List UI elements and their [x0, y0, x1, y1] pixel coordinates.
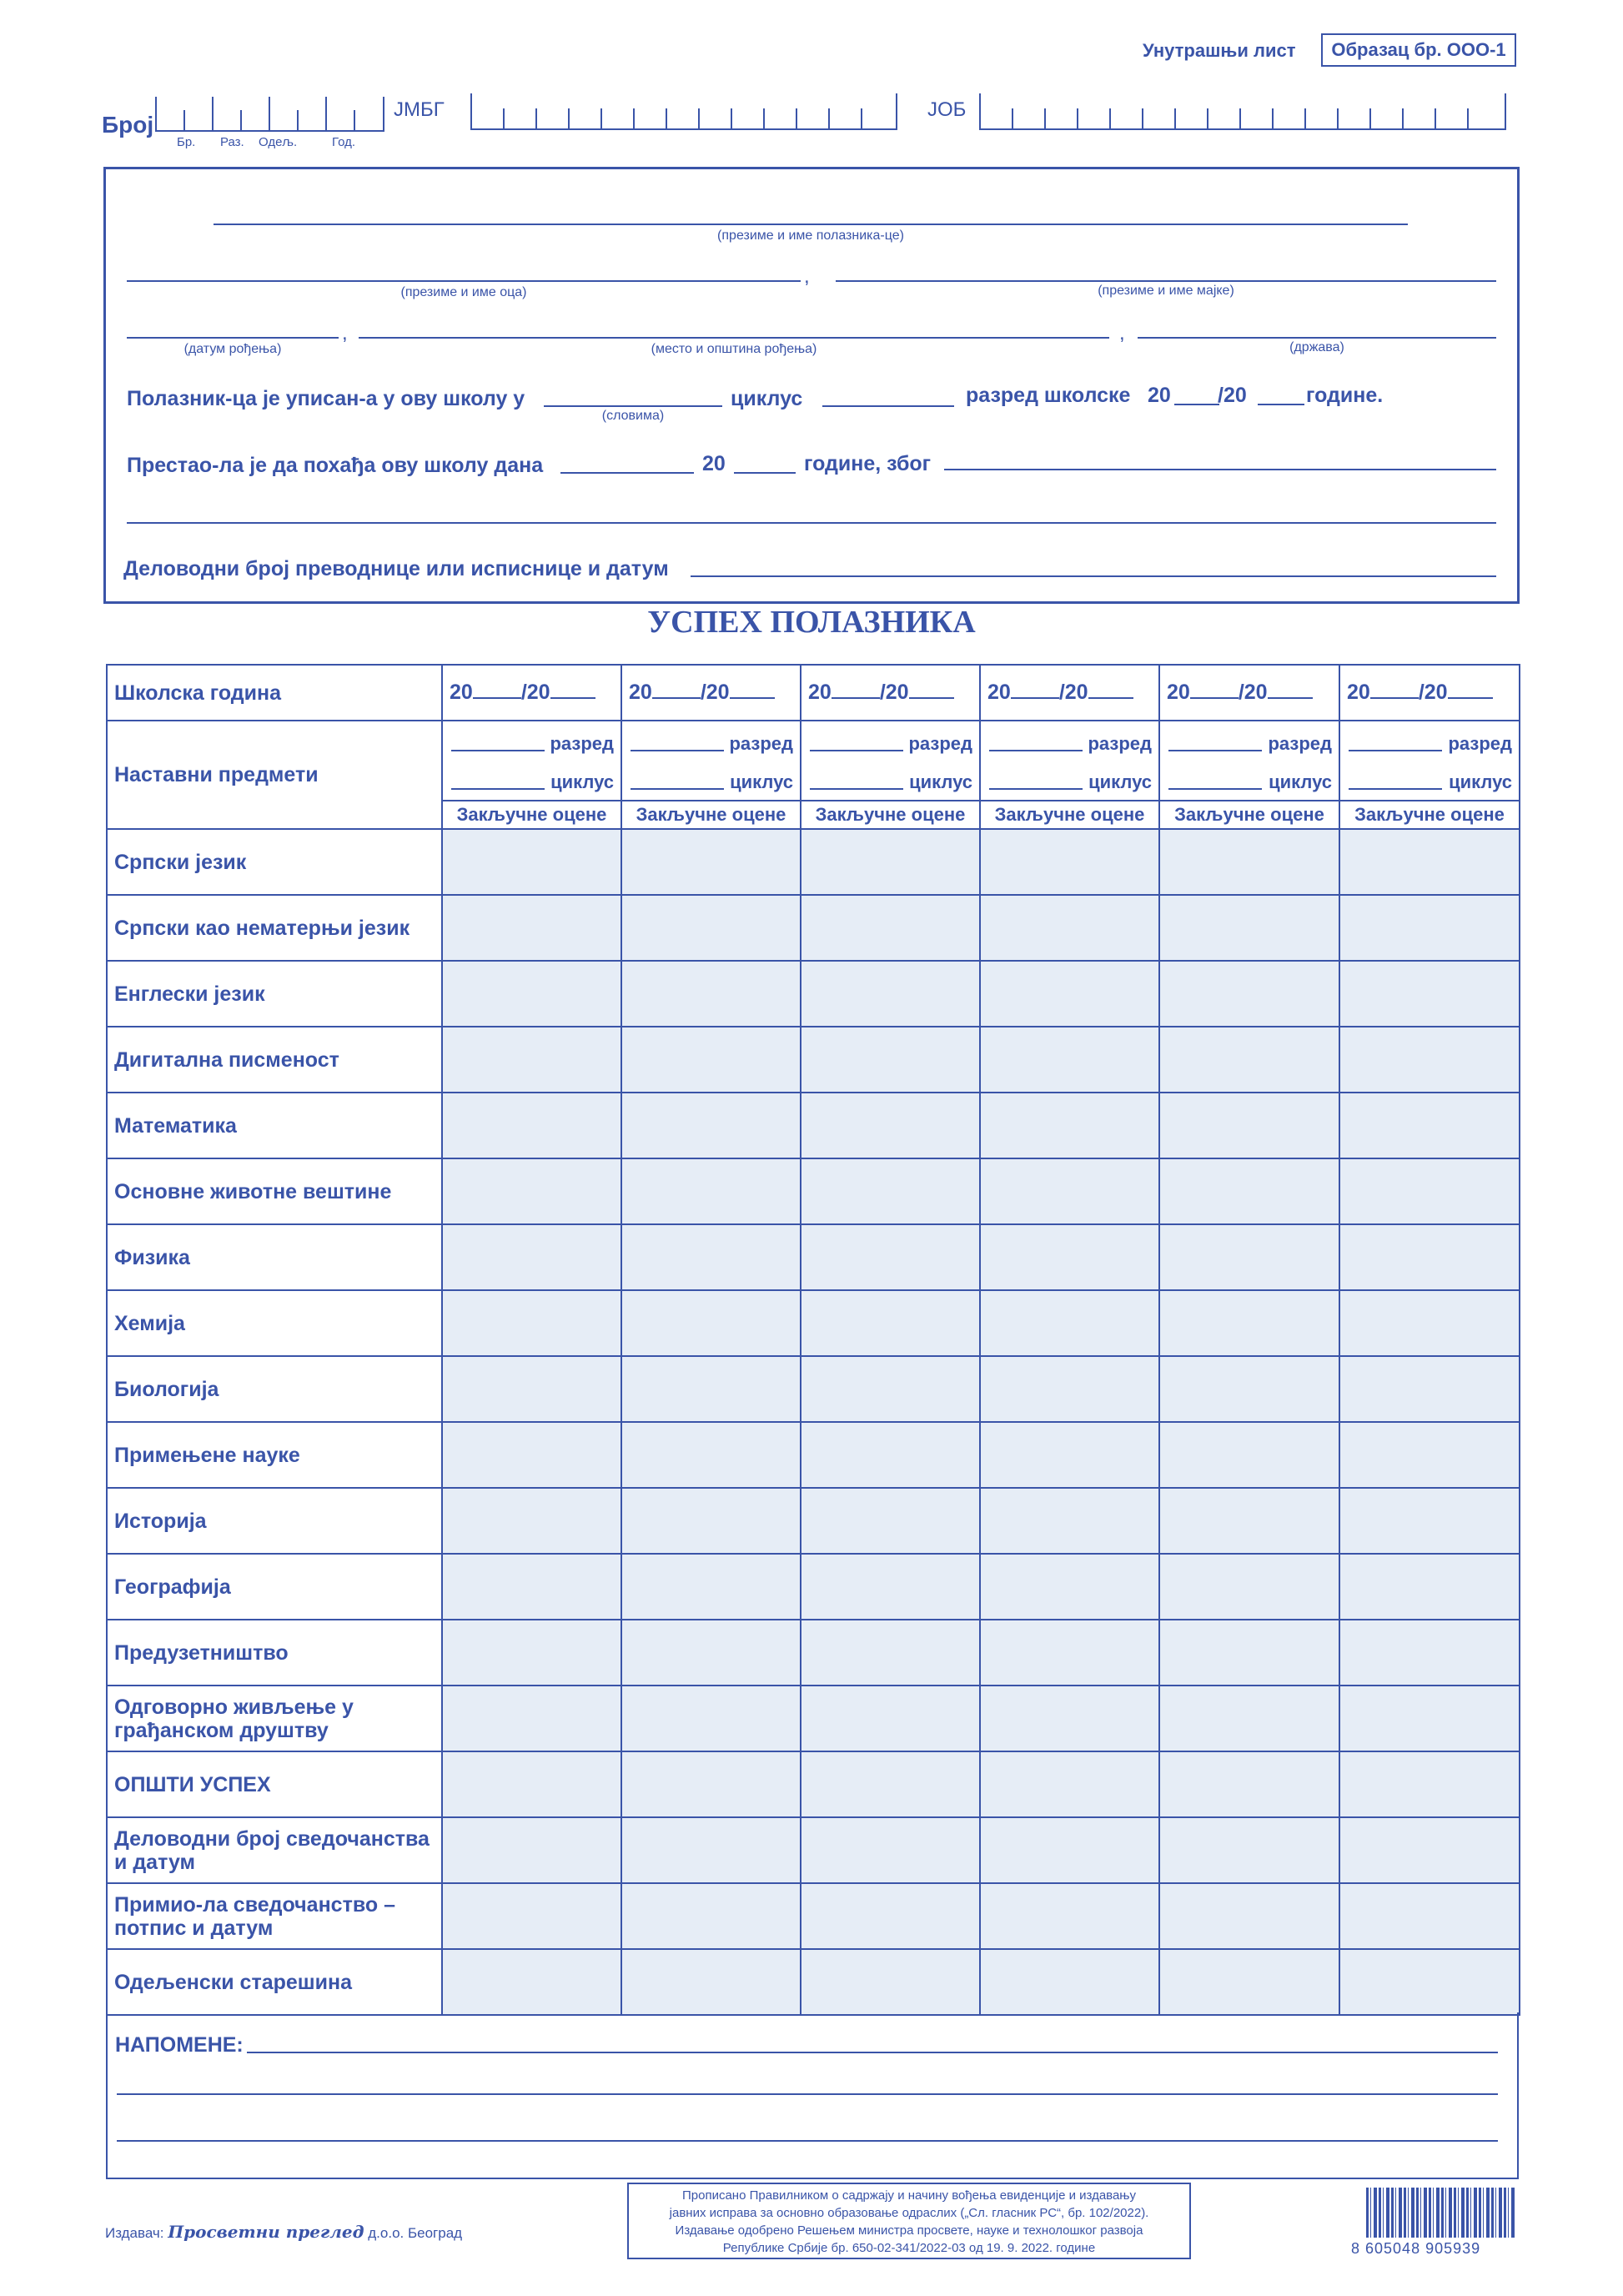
stopped-year-line[interactable]: [734, 472, 796, 474]
birthplace-caption: (место и општина рођења): [651, 342, 817, 356]
subject-label: Енглески језик: [107, 961, 442, 1027]
year-cell[interactable]: [980, 665, 1159, 721]
grade-word: разред: [550, 733, 614, 754]
grade-cell[interactable]: [1159, 1027, 1339, 1093]
grade-cell[interactable]: [980, 1554, 1159, 1620]
grade-cell[interactable]: [442, 1290, 621, 1356]
grade-cell[interactable]: [980, 1883, 1159, 1949]
grade-cell[interactable]: [1339, 1751, 1520, 1817]
grade-cell[interactable]: [1159, 1883, 1339, 1949]
grade-cell[interactable]: [1339, 1488, 1520, 1554]
grade-cell[interactable]: [621, 1027, 801, 1093]
grade-cell[interactable]: [621, 1686, 801, 1751]
grade-cycle-cell[interactable]: [1339, 721, 1520, 829]
year-cell[interactable]: [1159, 665, 1339, 721]
stopped-reason-line-2[interactable]: [127, 522, 1496, 524]
cycle-word: циклус: [1269, 771, 1332, 792]
grade-word: разред: [1448, 733, 1512, 754]
grade-cell[interactable]: [621, 895, 801, 961]
grade-cell[interactable]: [1159, 961, 1339, 1027]
broj-sub-br: Бр.: [177, 135, 196, 149]
mother-name-line[interactable]: [836, 280, 1496, 282]
subject-label: Математика: [107, 1093, 442, 1158]
subject-label: Одељенски старешина: [107, 1949, 442, 2015]
grade-cell[interactable]: [1159, 1949, 1339, 2015]
country-caption: (држава): [1289, 340, 1344, 354]
grade-cell[interactable]: [442, 1224, 621, 1290]
cycle-word: циклус: [550, 771, 614, 792]
grade-cell[interactable]: [980, 1093, 1159, 1158]
grade-cell[interactable]: [621, 1883, 801, 1949]
grade-cell[interactable]: [442, 1488, 621, 1554]
grade-cell[interactable]: [980, 1290, 1159, 1356]
mother-name-caption: (презиме и име мајке): [1098, 284, 1234, 298]
grade-label: разред школске: [966, 384, 1131, 407]
grade-cell[interactable]: [980, 1949, 1159, 2015]
grade-cell[interactable]: [621, 1224, 801, 1290]
grade-cell[interactable]: [621, 1093, 801, 1158]
grade-cell[interactable]: [980, 895, 1159, 961]
grade-cycle-cell[interactable]: [621, 721, 801, 829]
sheet-label: Унутрашњи лист: [1143, 40, 1296, 61]
year-mid: /20: [520, 681, 550, 704]
school-year-row: [107, 665, 1520, 721]
final-grades-label: Закључне оцене: [981, 800, 1158, 828]
grade-cell[interactable]: [1339, 1554, 1520, 1620]
notes-line-2[interactable]: [117, 2093, 1498, 2095]
father-name-caption: (презиме и име оца): [400, 285, 527, 299]
year-mid: /20: [879, 681, 909, 704]
subject-label: Примењене науке: [107, 1422, 442, 1488]
grade-cell[interactable]: [980, 1422, 1159, 1488]
grade-cell[interactable]: [442, 1093, 621, 1158]
publisher-suffix: д.о.о. Београд: [368, 2225, 463, 2241]
grade-cell[interactable]: [442, 1158, 621, 1224]
grade-cell[interactable]: [621, 1158, 801, 1224]
stopped-20: 20: [702, 452, 726, 475]
grade-cell[interactable]: [1159, 1620, 1339, 1686]
broj-label: Број: [102, 112, 154, 138]
grade-cell[interactable]: [980, 1817, 1159, 1883]
grade-cell[interactable]: [1339, 961, 1520, 1027]
grade-cell[interactable]: [801, 1620, 980, 1686]
grade-cell[interactable]: [1159, 1554, 1339, 1620]
enrolled-year-line-2[interactable]: [1258, 404, 1304, 405]
publisher-prefix: Издавач:: [105, 2225, 164, 2241]
dob-caption: (датум рођења): [183, 342, 282, 356]
final-grades-label: Закључне оцене: [443, 800, 621, 828]
grade-cell[interactable]: [1339, 1883, 1520, 1949]
notes-line-3[interactable]: [117, 2140, 1498, 2142]
grade-cell[interactable]: [1339, 1093, 1520, 1158]
grade-cell[interactable]: [801, 961, 980, 1027]
table-row: [107, 1290, 1520, 1356]
dob-line[interactable]: [127, 337, 339, 339]
grade-cell[interactable]: [621, 1554, 801, 1620]
subject-label: Деловодни број сведочанства и датум: [107, 1817, 442, 1883]
grade-cell[interactable]: [801, 895, 980, 961]
grade-cell[interactable]: [801, 1554, 980, 1620]
grade-cell[interactable]: [1159, 1158, 1339, 1224]
grade-cell[interactable]: [1159, 1488, 1339, 1554]
table-row: [107, 1224, 1520, 1290]
grades-table: [106, 664, 1520, 2016]
grade-cell[interactable]: [801, 1817, 980, 1883]
subject-label: Одговорно живљење у грађанском друштву: [107, 1686, 442, 1751]
grade-cell[interactable]: [621, 1356, 801, 1422]
year-prefix: 20: [1167, 681, 1190, 704]
grade-cell[interactable]: [1339, 1356, 1520, 1422]
student-name-caption: (презиме и име полазника-це): [717, 229, 904, 243]
grade-word: разред: [908, 733, 972, 754]
grade-cell[interactable]: [442, 1817, 621, 1883]
grade-cell[interactable]: [801, 1422, 980, 1488]
grade-cell[interactable]: [980, 1356, 1159, 1422]
grade-cell[interactable]: [801, 1356, 980, 1422]
subject-label: Српски као нематерњи језик: [107, 895, 442, 961]
legal-line: Републике Србије бр. 650-02-341/2022-03 од 19. 9. 2022. године: [722, 2241, 1096, 2255]
father-name-line[interactable]: [127, 280, 801, 282]
grade-cell[interactable]: [801, 1949, 980, 2015]
table-row: [107, 1686, 1520, 1751]
grade-cell[interactable]: [442, 895, 621, 961]
barcode-icon: [1366, 2188, 1515, 2238]
grade-cell[interactable]: [621, 1422, 801, 1488]
grade-cell[interactable]: [1159, 1817, 1339, 1883]
subject-label: Српски језик: [107, 829, 442, 895]
grade-cell[interactable]: [801, 1027, 980, 1093]
grade-cell[interactable]: [621, 1488, 801, 1554]
table-row: [107, 1620, 1520, 1686]
country-line[interactable]: [1138, 337, 1496, 339]
grade-cell[interactable]: [980, 829, 1159, 895]
grade-cell[interactable]: [442, 1027, 621, 1093]
year-prefix: 20: [1347, 681, 1370, 704]
grade-cell[interactable]: [980, 1224, 1159, 1290]
cycle-word: циклус: [1088, 771, 1152, 792]
grade-cell[interactable]: [1339, 1817, 1520, 1883]
birthplace-line[interactable]: [359, 337, 1109, 339]
grade-cycle-cell[interactable]: [442, 721, 621, 829]
grade-cell[interactable]: [1339, 1620, 1520, 1686]
grade-cell[interactable]: [1339, 1949, 1520, 2015]
grade-cell[interactable]: [801, 1751, 980, 1817]
year-cell[interactable]: [442, 665, 621, 721]
table-row: [107, 1751, 1520, 1817]
barcode-digits: 8 605048 905939: [1351, 2240, 1481, 2257]
jmbg-label: ЈМБГ: [394, 98, 445, 121]
grade-cell[interactable]: [621, 1949, 801, 2015]
grade-cell[interactable]: [801, 1488, 980, 1554]
job-label: ЈОБ: [927, 98, 967, 121]
broj-sub-odelj: Одељ.: [259, 135, 298, 149]
grade-cycle-cell[interactable]: [801, 721, 980, 829]
table-row: [107, 1422, 1520, 1488]
table-row: [107, 1554, 1520, 1620]
table-row: [107, 1883, 1520, 1949]
grade-cell[interactable]: [980, 1751, 1159, 1817]
grade-cell[interactable]: [1339, 1686, 1520, 1751]
table-row: [107, 1027, 1520, 1093]
comma: ,: [1119, 322, 1125, 344]
table-row: [107, 829, 1520, 895]
grade-word: разред: [729, 733, 793, 754]
grade-cell[interactable]: [1339, 1158, 1520, 1224]
subject-label: Хемија: [107, 1290, 442, 1356]
year-prefix: 20: [1148, 384, 1171, 407]
grade-cell[interactable]: [980, 1027, 1159, 1093]
table-row: [107, 1488, 1520, 1554]
publisher: [105, 2222, 462, 2242]
grade-cell[interactable]: [1339, 1027, 1520, 1093]
grade-cell[interactable]: [1339, 895, 1520, 961]
grade-cell[interactable]: [1339, 829, 1520, 895]
cycle-word: циклус: [730, 771, 793, 792]
grade-cell[interactable]: [980, 1686, 1159, 1751]
enrolled-year-line-1[interactable]: [1174, 404, 1219, 405]
broj-field[interactable]: [155, 97, 384, 132]
comma: ,: [804, 265, 810, 288]
table-row: [107, 1949, 1520, 2015]
legal-line: Прописано Правилником о садржају и начину вођења евиденције и издавању: [682, 2188, 1136, 2203]
grade-cell[interactable]: [1159, 1356, 1339, 1422]
grade-cell[interactable]: [1159, 1686, 1339, 1751]
grade-cell[interactable]: [1159, 1751, 1339, 1817]
subject-label: Биологија: [107, 1356, 442, 1422]
grade-cell[interactable]: [1159, 1224, 1339, 1290]
year-prefix: 20: [987, 681, 1011, 704]
stopped-reason-line[interactable]: [944, 469, 1496, 470]
grade-cell[interactable]: [980, 1488, 1159, 1554]
legal-notice-box: [627, 2183, 1191, 2259]
notes-box: [106, 2012, 1519, 2179]
grade-cell[interactable]: [442, 1751, 621, 1817]
year-cell[interactable]: [621, 665, 801, 721]
grade-cell[interactable]: [1339, 1290, 1520, 1356]
grade-cell[interactable]: [801, 1883, 980, 1949]
grade-cell[interactable]: [801, 1290, 980, 1356]
grade-cell[interactable]: [442, 1620, 621, 1686]
job-field[interactable]: [979, 93, 1506, 130]
grade-cell[interactable]: [801, 1686, 980, 1751]
year-mid: /20: [1418, 681, 1448, 704]
grade-cell[interactable]: [621, 961, 801, 1027]
grade-cell[interactable]: [621, 1817, 801, 1883]
enrolled-grade-line[interactable]: [822, 405, 954, 407]
grade-cell[interactable]: [980, 1620, 1159, 1686]
subject-label: Предузетништво: [107, 1620, 442, 1686]
grade-cell[interactable]: [621, 1751, 801, 1817]
final-grades-label: Закључне оцене: [801, 800, 979, 828]
grade-cell[interactable]: [621, 1620, 801, 1686]
grade-cell[interactable]: [801, 1224, 980, 1290]
grade-cell[interactable]: [801, 829, 980, 895]
final-grades-label: Закључне оцене: [622, 800, 800, 828]
stopped-date-line[interactable]: [560, 472, 694, 474]
table-row: [107, 1093, 1520, 1158]
grade-cell[interactable]: [1339, 1224, 1520, 1290]
grade-word: разред: [1268, 733, 1332, 754]
final-grades-label: Закључне оцене: [1160, 800, 1339, 828]
table-row: [107, 961, 1520, 1027]
comma: ,: [342, 322, 348, 344]
year-cell[interactable]: [801, 665, 980, 721]
grade-cell[interactable]: [1339, 1422, 1520, 1488]
transfer-line[interactable]: [691, 575, 1496, 577]
legal-line: Издавање одобрено Решењем министра просвете, науке и технолошког развоја: [675, 2223, 1143, 2238]
subject-label: Географија: [107, 1554, 442, 1620]
jmbg-field[interactable]: [470, 93, 897, 130]
subjects-label: Наставни предмети: [107, 721, 442, 829]
year-prefix: 20: [450, 681, 473, 704]
grade-cell[interactable]: [442, 1883, 621, 1949]
student-name-line[interactable]: [214, 224, 1408, 225]
grade-cell[interactable]: [442, 1422, 621, 1488]
grade-cell[interactable]: [1159, 1422, 1339, 1488]
cycle-label: циклус: [731, 387, 803, 410]
grade-cell[interactable]: [621, 1290, 801, 1356]
grade-word: разред: [1088, 733, 1152, 754]
legal-line: јавних исправа за основно образовање одраслих („Сл. гласник РС“, бр. 102/2022).: [669, 2206, 1149, 2220]
grade-cell[interactable]: [1159, 829, 1339, 895]
grade-cell[interactable]: [621, 829, 801, 895]
enrolled-cycle-line[interactable]: [544, 405, 722, 407]
cycle-word: циклус: [909, 771, 972, 792]
grade-cell[interactable]: [1159, 895, 1339, 961]
cycle-word: циклус: [1449, 771, 1512, 792]
school-year-label: Школска година: [107, 665, 442, 721]
stopped-label: Престао-ла је да похађа ову школу дана: [127, 454, 544, 477]
year-prefix: 20: [629, 681, 652, 704]
grade-cell[interactable]: [1159, 1093, 1339, 1158]
table-row: [107, 895, 1520, 961]
notes-line-1[interactable]: [247, 2052, 1498, 2053]
grade-cell[interactable]: [801, 1093, 980, 1158]
year-mid: /20: [1238, 681, 1268, 704]
broj-sub-god: Год.: [332, 135, 356, 149]
notes-label: НАПОМЕНЕ:: [115, 2033, 244, 2057]
years-word: године.: [1306, 384, 1384, 407]
table-row: [107, 1158, 1520, 1224]
table-row: [107, 1817, 1520, 1883]
year-cell[interactable]: [1339, 665, 1520, 721]
subject-label: Историја: [107, 1488, 442, 1554]
final-grades-label: Закључне оцене: [1340, 800, 1519, 828]
subjects-header-row: [107, 721, 1520, 829]
stopped-reason-label: године, због: [804, 452, 932, 475]
grade-cell[interactable]: [442, 1356, 621, 1422]
subject-label: ОПШТИ УСПЕХ: [107, 1751, 442, 1817]
grade-cycle-cell[interactable]: [1159, 721, 1339, 829]
form-number-box: Образац бр. ООО-1: [1321, 33, 1516, 67]
subject-label: Основне животне вештине: [107, 1158, 442, 1224]
grade-cell[interactable]: [980, 1158, 1159, 1224]
grade-cell[interactable]: [980, 961, 1159, 1027]
grade-cell[interactable]: [442, 961, 621, 1027]
year-mid: /20: [700, 681, 730, 704]
subject-label: Физика: [107, 1224, 442, 1290]
transfer-label: Деловодни број преводнице или исписнице и датум: [123, 557, 669, 580]
year-mid: /20: [1218, 384, 1247, 407]
subject-label: Дигитална писменост: [107, 1027, 442, 1093]
subject-label: Примио-ла сведочанство – потпис и датум: [107, 1883, 442, 1949]
grade-cell[interactable]: [442, 829, 621, 895]
year-mid: /20: [1058, 681, 1088, 704]
publisher-logo: Просветни преглед: [168, 2222, 364, 2242]
broj-sub-raz: Раз.: [220, 135, 244, 149]
grade-cycle-cell[interactable]: [980, 721, 1159, 829]
grade-cell[interactable]: [801, 1158, 980, 1224]
words-caption: (словима): [601, 409, 665, 423]
section-title: УСПЕХ ПОЛАЗНИКА: [647, 605, 976, 640]
grade-cell[interactable]: [442, 1686, 621, 1751]
grade-cell[interactable]: [1159, 1290, 1339, 1356]
grade-cell[interactable]: [442, 1554, 621, 1620]
year-prefix: 20: [808, 681, 832, 704]
enrolled-label: Полазник-ца је уписан-а у ову школу у: [127, 387, 525, 410]
table-row: [107, 1356, 1520, 1422]
grade-cell[interactable]: [442, 1949, 621, 2015]
